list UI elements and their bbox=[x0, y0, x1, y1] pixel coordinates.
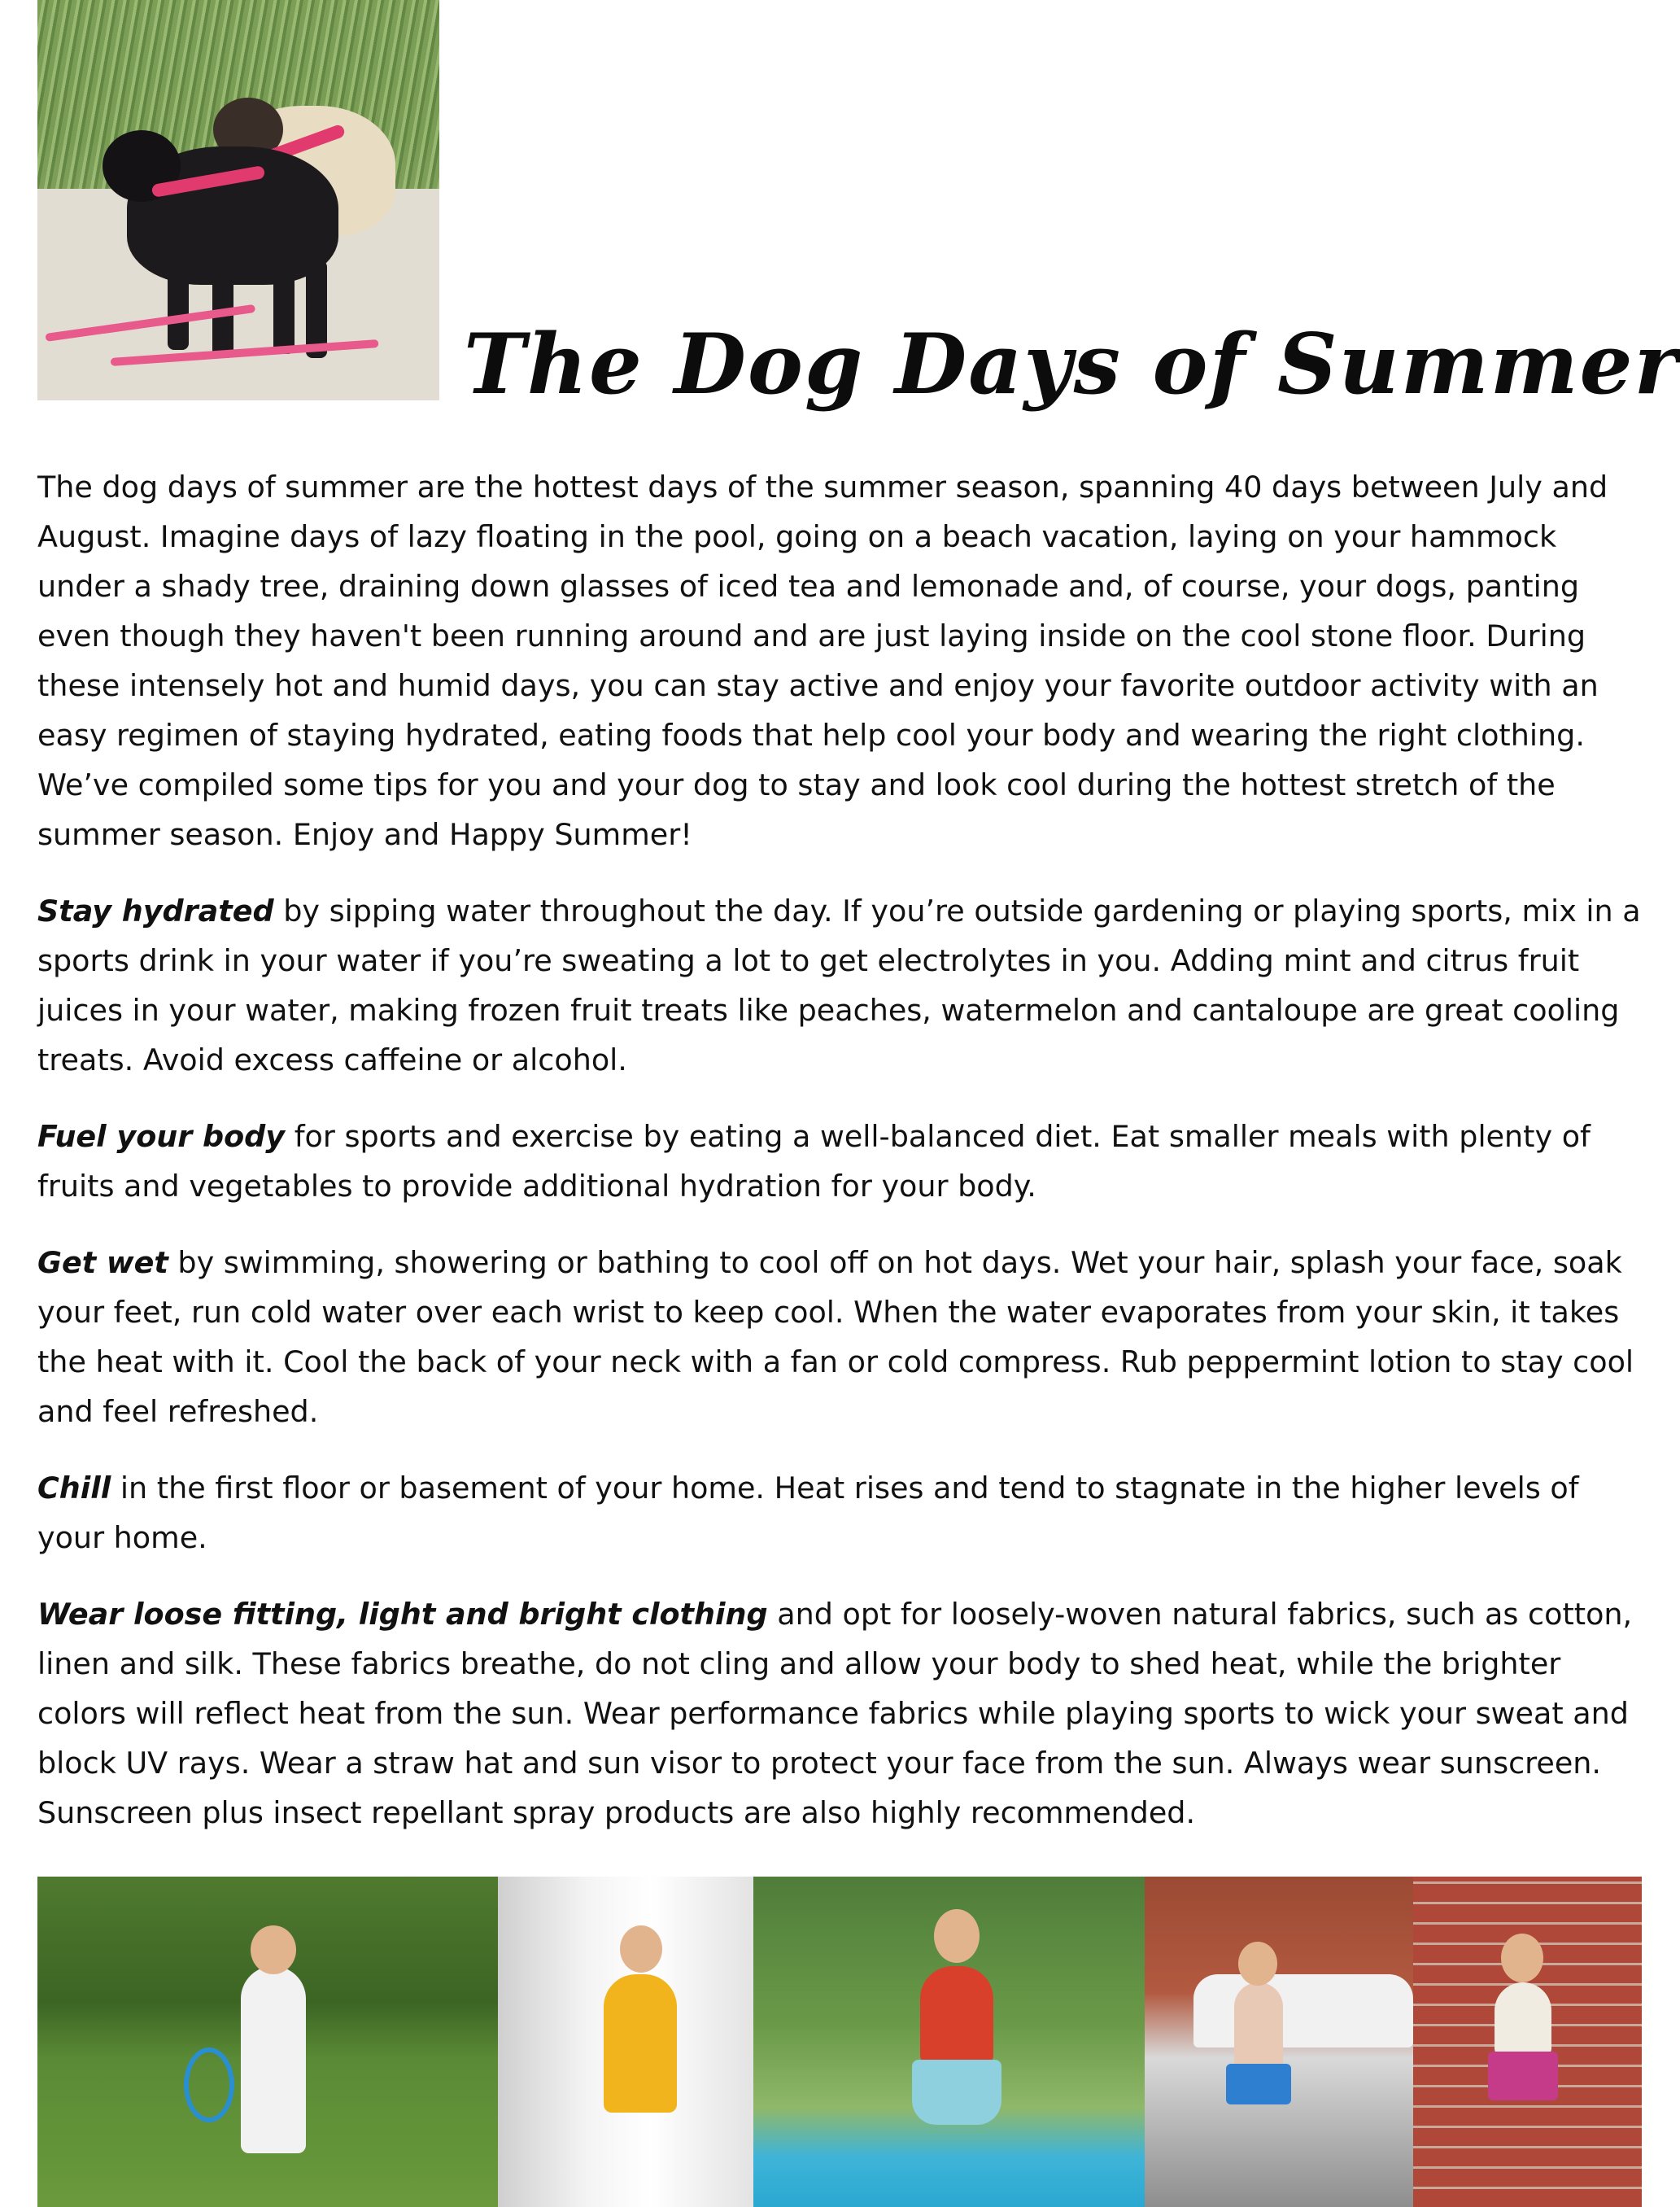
person-pink-top bbox=[1234, 1982, 1283, 2072]
page-title: The Dog Days of Summer bbox=[464, 316, 1680, 413]
photo-street-outfit bbox=[1145, 1877, 1413, 2207]
tip-paragraph bbox=[37, 1589, 1648, 1838]
tip-text: by sipping water throughout the day. If you’re outside gardening or playing sports, mix in a sports drink in your water if you’re sweating a lot to get electrolytes in you. Adding mint and citrus fruit juices in your water, making frozen fruit treats like peaches, watermelon and cantaloupe are great cooling treats. Avoid excess caffeine or alcohol. bbox=[37, 894, 1641, 1077]
tennis-racket bbox=[184, 2047, 234, 2122]
person-red-top bbox=[920, 1966, 993, 2064]
photo-tennis-outfit bbox=[37, 1877, 498, 2207]
person-head bbox=[934, 1909, 980, 1963]
intro-paragraph: The dog days of summer are the hottest days of the summer season, spanning 40 days between July and August. Imagine days of lazy floating in the pool, going on a beach vacation, laying on your hammock under a shady tree, draining down glasses of iced tea and lemonade and, of course, your dogs, panting even though they haven't been running around and are just laying inside on the cool stone floor. During these intensely hot and humid days, you can stay active and enjoy your favorite outdoor activity with an easy regimen of staying hydrated, eating foods that help cool your body and wearing the right clothing. We’ve compiled some tips for you and your dog to stay and look cool during the hottest stretch of the summer season. Enjoy and Happy Summer! bbox=[37, 470, 1608, 852]
tip-lead: Fuel your body bbox=[37, 1119, 286, 1154]
photo-yellow-dress bbox=[498, 1877, 753, 2207]
tip-text: and opt for loosely-woven natural fabrics, such as cotton, linen and silk. These fabrics breathe, do not cling and allow your body to shed heat, while the brighter colors will reflect heat from the sun. Wear performance fabrics while playing sports to wick your sweat and block UV rays. Wear a straw hat and sun visor to protect your face from the sun. Always wear sunscreen. Sunscreen plus insect repellant spray products are also highly recommended. bbox=[37, 1597, 1633, 1830]
white-car bbox=[1193, 1974, 1413, 2047]
person-blue-skirt bbox=[912, 2060, 1001, 2125]
hero-photo-pugs bbox=[37, 0, 439, 400]
person-white-top bbox=[1495, 1982, 1551, 2056]
photo-strip bbox=[37, 1877, 1642, 2207]
person-blue-skirt bbox=[1226, 2064, 1291, 2104]
person-yellow-dress bbox=[604, 1974, 677, 2113]
tip-text: for sports and exercise by eating a well-balanced diet. Eat smaller meals with plenty of fruits and vegetables to provide additional hydration for your body. bbox=[37, 1119, 1591, 1204]
pug-leg bbox=[273, 264, 295, 354]
tip-lead: Chill bbox=[37, 1471, 111, 1506]
tip-lead: Wear loose fitting, light and bright clothing bbox=[37, 1597, 768, 1632]
tip-paragraph bbox=[37, 1112, 1648, 1211]
tip-text: in the first floor or basement of your home. Heat rises and tend to stagnate in the higher levels of your home. bbox=[37, 1471, 1579, 1555]
tip-paragraph bbox=[37, 1238, 1648, 1436]
pug-leg bbox=[168, 260, 189, 350]
tip-paragraph bbox=[37, 1463, 1648, 1562]
person-head bbox=[251, 1925, 296, 1974]
tip-lead: Stay hydrated bbox=[37, 894, 274, 929]
person-head bbox=[1238, 1942, 1277, 1986]
tip-text: by swimming, showering or bathing to cool off on hot days. Wet your hair, splash your face, soak your feet, run cold water over each wrist to keep cool. When the water evaporates from your skin, it takes the heat with it. Cool the back of your neck with a fan or cold compress. Rub peppermint lotion to stay cool and feel refreshed. bbox=[37, 1245, 1634, 1429]
article-body bbox=[37, 462, 1648, 1864]
photo-brick-wall-outfit bbox=[1413, 1877, 1642, 2207]
person-floral-skirt bbox=[1488, 2052, 1558, 2100]
person-white-dress bbox=[241, 1966, 306, 2153]
tip-paragraph bbox=[37, 886, 1648, 1085]
person-head bbox=[620, 1925, 662, 1973]
person-head bbox=[1501, 1934, 1543, 1982]
photo-poolside-outfit bbox=[753, 1877, 1145, 2207]
tip-lead: Get wet bbox=[37, 1245, 168, 1280]
